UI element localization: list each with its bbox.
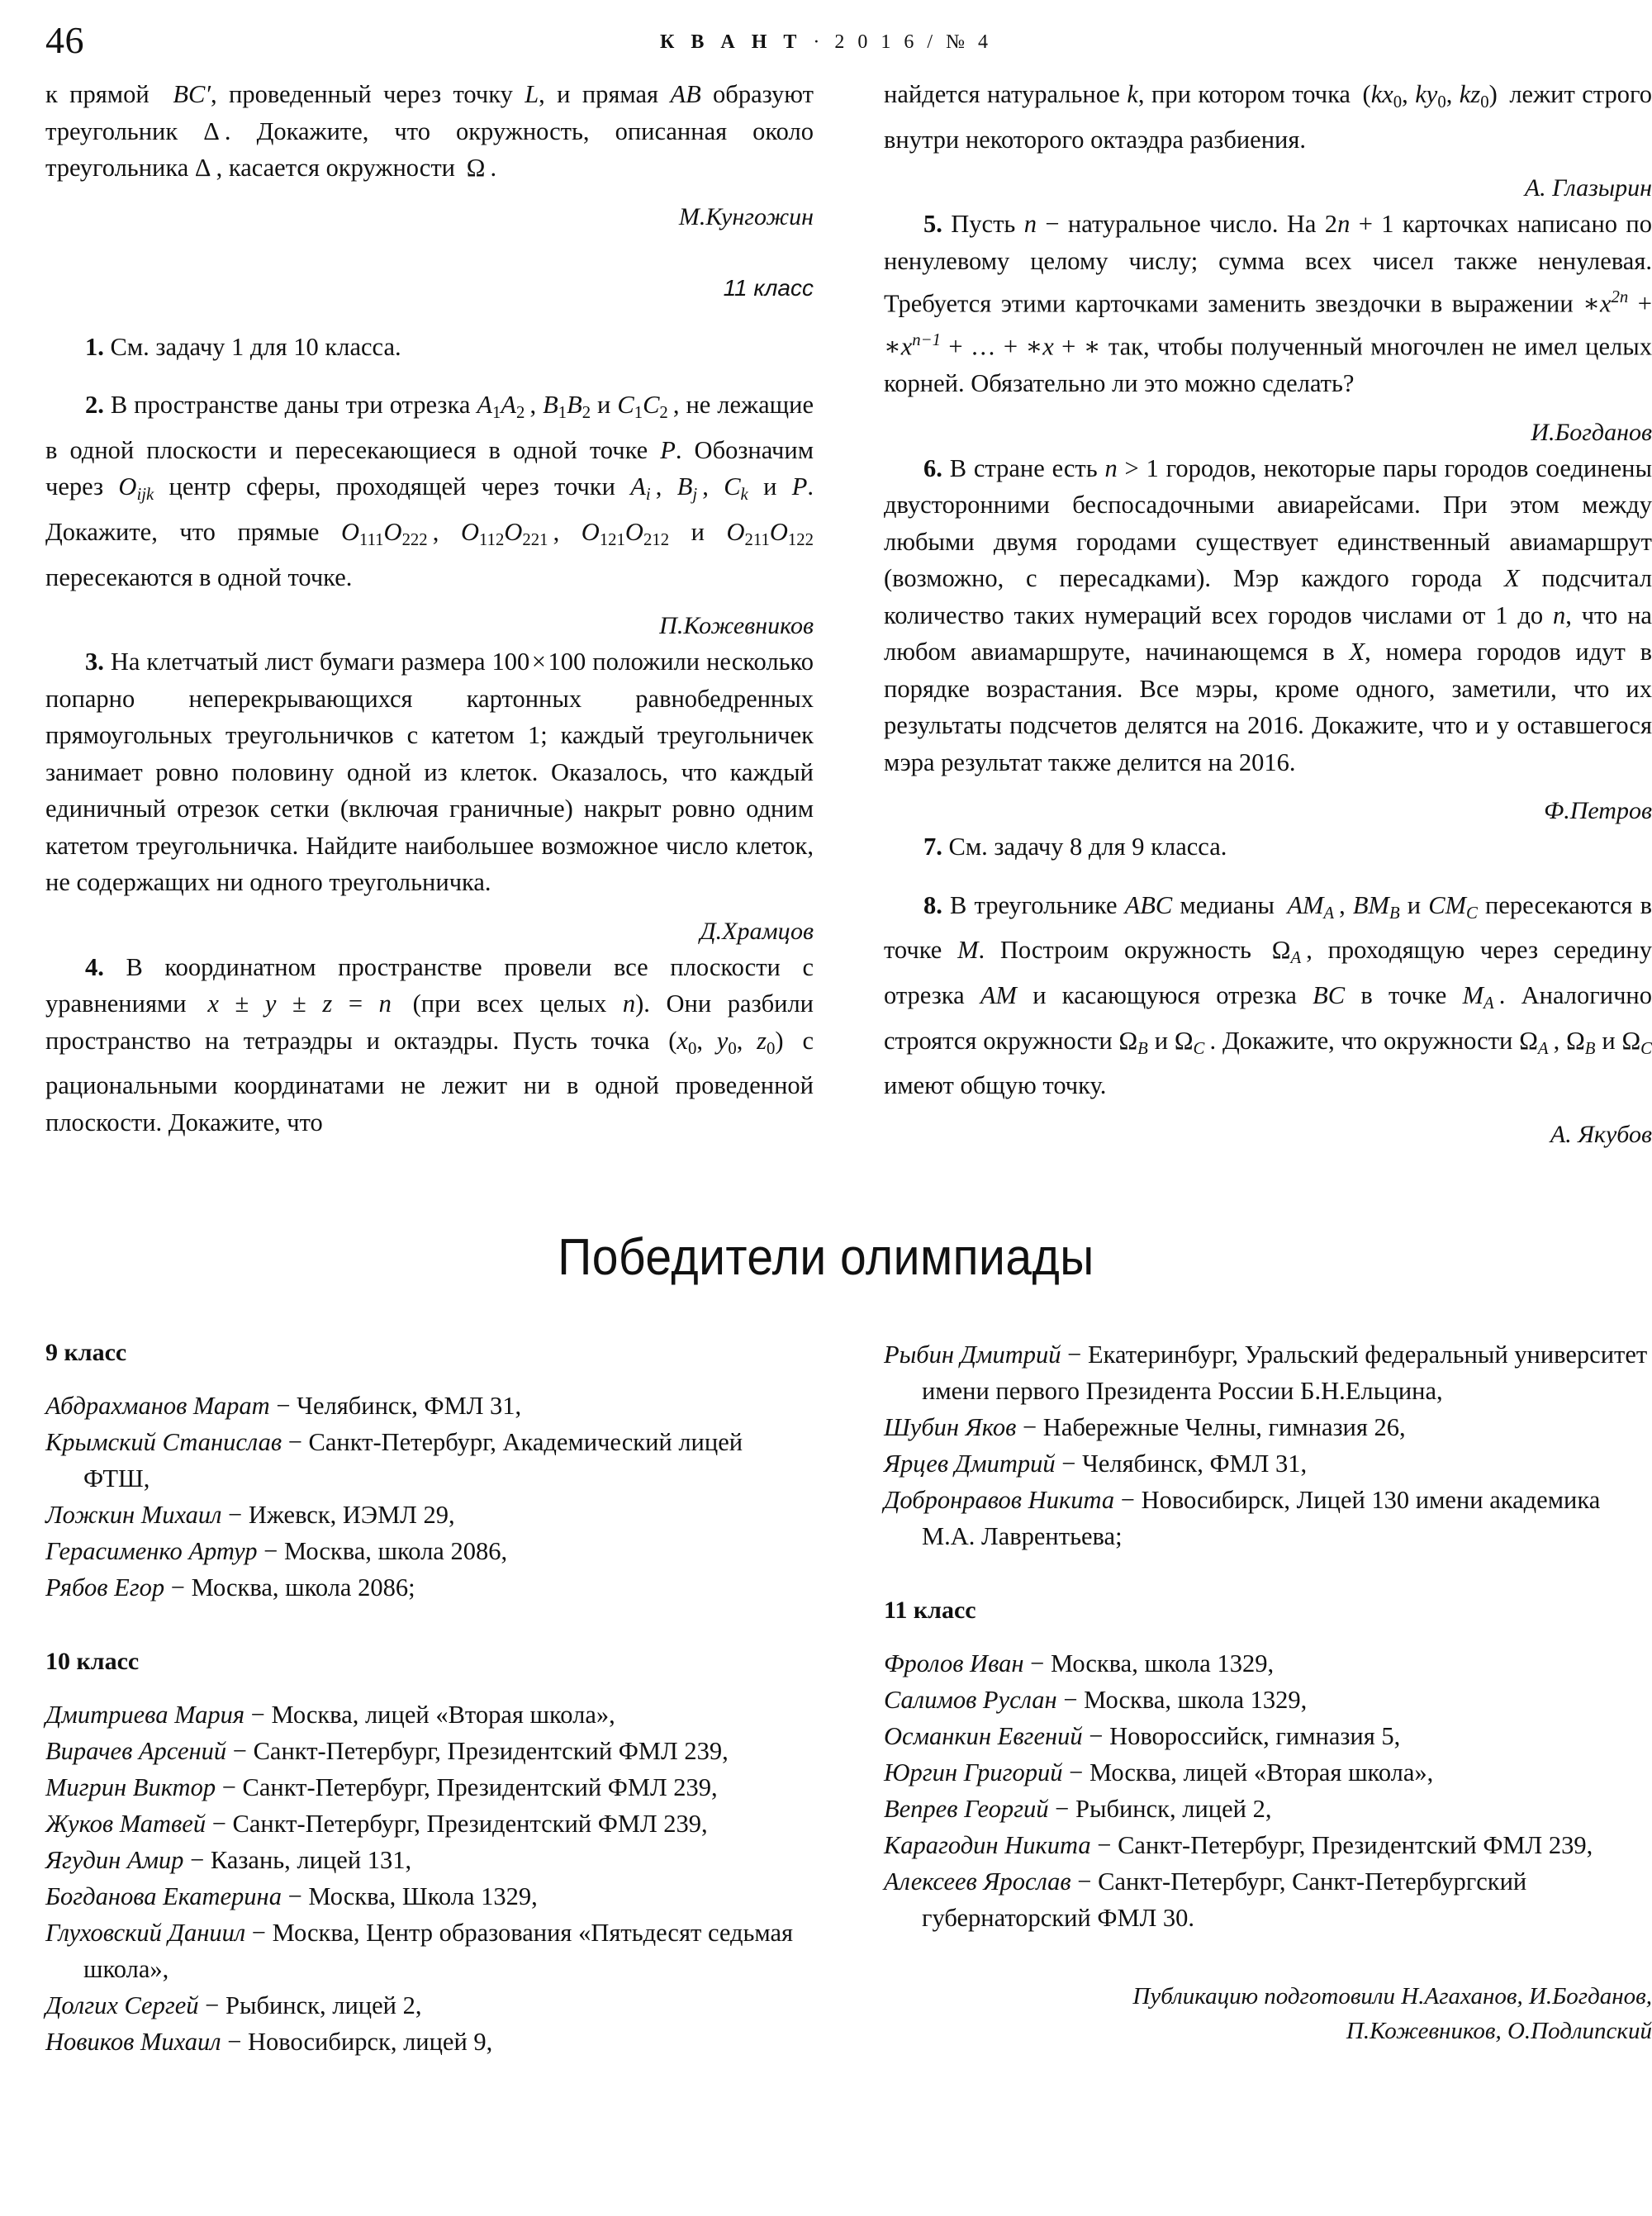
winners-group-heading: 11 класс (884, 1596, 976, 1624)
winner-name: Ложкин Михаил (45, 1500, 222, 1529)
winner-name: Салимов Руслан (884, 1685, 1057, 1714)
winner-dash: − (183, 1845, 211, 1874)
winner-dash: − (198, 1991, 225, 2019)
winner-name: Жуков Матвей (45, 1809, 206, 1838)
right-column (884, 76, 1652, 1152)
winner-name: Герасименко Артур (45, 1536, 258, 1565)
winner-name: Добронравов Никита (884, 1485, 1115, 1514)
winner-name: Алексеев Ярослав (884, 1867, 1071, 1896)
grade-heading-11: 11 класс (723, 274, 814, 301)
winner-dash: − (226, 1736, 254, 1765)
list-item (884, 1754, 1652, 1791)
winner-dash: − (1090, 1830, 1118, 1859)
list-item (45, 1388, 814, 1424)
winner-dash: − (221, 2027, 249, 2056)
problem-8: 8. В треугольнике ABC медианы $AM_A$ , $BM_B$ и $CM_C$ пересекаются в точке M. Построим окружность $\Omega_A$ , проходящую через середину отрезка AM и касающуюся отрезка BC в точке $M_A$ . Аналогично строятся окружности $\Omega_B$ и $\Omega_C$ . Докажите, что окружности $\Omega_A$ , $\Omega_B$ и $\Omega_C$ имеют общую точку. (884, 890, 1652, 1100)
list-item (884, 1718, 1652, 1754)
winner-dash: − (244, 1700, 272, 1729)
winner-place: Рыбинск, лицей 2, (1075, 1794, 1272, 1823)
problem-author: М.Кунгожин (678, 202, 814, 230)
winner-dash: − (216, 1772, 243, 1801)
list-item (884, 1682, 1652, 1718)
list-item (45, 1842, 814, 1878)
journal-name: К В А Н Т (660, 31, 803, 53)
winners-right-column (884, 1336, 1652, 2060)
winner-dash: − (1023, 1649, 1051, 1677)
winner-place: Рыбинск, лицей 2, (225, 1991, 422, 2019)
list-item (45, 1497, 814, 1533)
winner-place: Санкт-Петербург, Президентский ФМЛ 239, (1118, 1830, 1593, 1859)
list-item (45, 1806, 814, 1842)
problem-body: См. задачу 1 для 10 класса. (110, 332, 401, 361)
winners-left-column (45, 1336, 814, 2060)
winner-place: Москва, школа 2086, (283, 1536, 508, 1565)
list-item (45, 1733, 814, 1769)
winner-name: Ягудин Амир (45, 1845, 184, 1874)
continued-paragraph-right: найдется натуральное k, при котором точка ($kx_0$, $ky_0$, $kz_0$) лежит строго внутри некоторого октаэдра разбиения. (884, 80, 1652, 154)
winners-section-title: Победители олимпиады (558, 1228, 1094, 1286)
winner-name: Крымский Станислав (45, 1427, 282, 1456)
credits-block (884, 1979, 1652, 2048)
winner-name: Вепрев Георгий (884, 1794, 1049, 1823)
continued-paragraph: к прямой BC′, проведенный через точку L, и прямая AB образуют треугольник Δ . Докажите, что окружность, описанная около треугольника Δ , касается окружности Ω . (45, 80, 814, 182)
running-head (45, 0, 1607, 76)
winner-place: Челябинск, ФМЛ 31, (297, 1391, 522, 1420)
winners-group-heading: 9 класс (45, 1338, 127, 1366)
winner-place: Ижевск, ИЭМЛ 29, (248, 1500, 455, 1529)
problem-3: 3. На клетчатый лист бумаги размера 100 × 100 положили несколько попарно неперекрывающихся картонных равнобедренных прямоугольных треугольничков с катетом 1; каждый треугольничек занимает ровно половину одной из клеток. Оказалось, что каждый единичный отрезок сетки (включая граничные) накрыт ровно одним катетом треугольничка. Найдите наибольшее возможное число клеток, не содержащих ни одного треугольничка. (45, 648, 814, 897)
journal-issue: 2 0 1 6 / № 4 (834, 31, 992, 53)
list-item (45, 1696, 814, 1733)
winner-name: Фролов Иван (884, 1649, 1024, 1677)
winner-place: Челябинск, ФМЛ 31, (1082, 1449, 1308, 1478)
winner-place: Москва, школа 1329, (1050, 1649, 1275, 1677)
winner-place: Москва, школа 2086; (191, 1573, 415, 1601)
list-item (884, 1409, 1652, 1445)
list-item (45, 2024, 814, 2060)
list-item (884, 1863, 1652, 1936)
winner-name: Долгих Сергей (45, 1991, 199, 2019)
winner-dash: − (281, 1881, 309, 1910)
winner-place: Санкт-Петербург, Академический лицей ФТШ, (83, 1427, 743, 1492)
list-item (45, 1533, 814, 1569)
list-item (884, 1645, 1652, 1682)
problem-author: Ф.Петров (1544, 797, 1652, 825)
problem-author: А. Глазырин (1524, 174, 1652, 202)
problem-author: И.Богданов (1531, 418, 1652, 446)
winner-name: Вирачев Арсений (45, 1736, 227, 1765)
problem-6: 6. В стране есть n > 1 городов, некоторые пары городов соединены двусторонними беспосадочными авиарейсами. При этом между любыми двумя городами существует единственный авиамаршрут (возможно, с пересадками). Мэр каждого города X подсчитал количество таких нумераций всех городов числами от 1 до n, что на любом авиамаршруте, начинающемся в X, номера городов идут в порядке возрастания. Все мэры, кроме одного, заметили, что их результаты подсчетов делятся на 2016. Докажите, что и у оставшегося мэра результат также делится на 2016. (884, 453, 1652, 776)
winner-dash: − (282, 1427, 309, 1456)
page-number: 46 (45, 19, 84, 61)
winner-dash: − (1056, 1685, 1085, 1714)
winner-place: Набережные Челны, гимназия 26, (1042, 1412, 1406, 1441)
credits-line-2: П.Кожевников, О.Подлипский (1346, 2017, 1652, 2044)
winner-dash: − (206, 1809, 233, 1838)
list-item (884, 1482, 1652, 1554)
winner-dash: − (1048, 1794, 1075, 1823)
list-item (884, 1827, 1652, 1863)
winner-dash: − (257, 1536, 284, 1565)
winner-dash: − (164, 1573, 192, 1601)
winner-name: Абдрахманов Марат (45, 1391, 270, 1420)
winner-dash: − (1070, 1867, 1099, 1896)
credits-line-1: Публикацию подготовили Н.Агаханов, И.Богданов, (1132, 1982, 1652, 2010)
winners-list-11 (884, 1645, 1652, 1936)
winner-dash: − (1114, 1485, 1142, 1514)
winner-place: Новосибирск, лицей 9, (248, 2027, 493, 2056)
list-item (45, 1424, 814, 1497)
winner-name: Новиков Михаил (45, 2027, 221, 2056)
winner-dash: − (1055, 1449, 1083, 1478)
winner-place: Москва, школа 1329, (1084, 1685, 1308, 1714)
problem-author: Д.Храмцов (700, 917, 814, 945)
winner-dash: − (269, 1391, 297, 1420)
winner-dash: − (1062, 1758, 1089, 1787)
problem-4: 4. В координатном пространстве провели все плоскости с уравнениями x ± y ± z = n (при всех целых n). Они разбили пространство на тетраэдры и октаэдры. Пусть точка ($x_0$, $y_0$, $z_0$) с рациональными координатами не лежит ни в одной проведенной плоскости. Докажите, что (45, 952, 814, 1136)
problem-number: 1. (85, 332, 104, 361)
winner-dash: − (1061, 1340, 1088, 1369)
problem-number: 7. (923, 833, 942, 861)
winner-name: Рыбин Дмитрий (884, 1340, 1061, 1369)
problem-2: 2. В пространстве даны три отрезка $A_1A_2$ , $B_1B_2$ и $C_1C_2$ , не лежащие в одной плоскости и пересекающиеся в одной точке P. Обозначим через $O_{ijk}$ центр сферы, проходящей через точки $A_i$ , $B_j$ , $C_k$ и P. Докажите, что прямые $O_{111}O_{222}$ , $O_{112}O_{221}$ , $O_{121}O_{212}$ и $O_{211}O_{122}$ пересекаются в одной точке. (45, 391, 814, 591)
winner-place: Санкт-Петербург, Президентский ФМЛ 239, (253, 1736, 729, 1765)
problem-body: См. задачу 8 для 9 класса. (948, 833, 1227, 861)
list-item (884, 1791, 1652, 1827)
problem-5: 5. Пусть n − натуральное число. На 2n + 1 карточках написано по ненулевому целому числу; сумма всех чисел также ненулевая. Требуется этими карточками заменить звездочки в выражении $∗x^{2n}$ + $∗x^{n-1}$ + … + ∗x + ∗ так, чтобы полученный многочлен не имел целых корней. Обязательно ли это можно сделать? (884, 210, 1652, 398)
winner-name: Рябов Егор (45, 1573, 165, 1601)
winner-place: Казань, лицей 131, (210, 1845, 412, 1874)
winners-list-9-cont (884, 1336, 1652, 1554)
list-item (45, 1769, 814, 1806)
winner-place: Москва, лицей «Вторая школа», (1089, 1758, 1434, 1787)
problem-1 (45, 329, 814, 366)
winner-place: Екатеринбург, Уральский федеральный университет имени первого Президента России Б.Н.Ельцина, (922, 1340, 1648, 1405)
winners-columns (45, 1336, 1652, 2060)
winner-name: Богданова Екатерина (45, 1881, 282, 1910)
winner-place: Москва, лицей «Вторая школа», (271, 1700, 615, 1729)
problem-7 (884, 828, 1652, 866)
winners-group-heading: 10 класс (45, 1647, 140, 1675)
journal-title-line (45, 31, 1607, 54)
winner-place: Москва, Центр образования «Пятьдесят седьмая школа», (83, 1918, 794, 1983)
winner-place: Москва, Школа 1329, (308, 1881, 538, 1910)
winner-name: Карагодин Никита (884, 1830, 1091, 1859)
winner-dash: − (1082, 1721, 1110, 1750)
winner-name: Дмитриева Мария (45, 1700, 244, 1729)
winner-place: Новороссийск, гимназия 5, (1109, 1721, 1401, 1750)
winner-place: Санкт-Петербург, Президентский ФМЛ 239, (232, 1809, 708, 1838)
problem-author: А. Якубов (1550, 1120, 1652, 1148)
problems-columns (45, 76, 1652, 1152)
list-item (45, 1878, 814, 1915)
winner-name: Юргин Григорий (884, 1758, 1063, 1787)
winner-dash: − (221, 1500, 249, 1529)
winners-list-10 (45, 1696, 814, 2060)
list-item (884, 1445, 1652, 1482)
list-item (884, 1336, 1652, 1409)
problem-author: П.Кожевников (659, 612, 814, 640)
left-column (45, 76, 814, 1152)
list-item (45, 1569, 814, 1606)
winner-dash: − (1016, 1412, 1043, 1441)
winner-name: Глуховский Даниил (45, 1918, 246, 1947)
winner-place: Санкт-Петербург, Санкт-Петербургский губернаторский ФМЛ 30. (922, 1867, 1527, 1932)
winner-place: Санкт-Петербург, Президентский ФМЛ 239, (242, 1772, 718, 1801)
winners-list-9 (45, 1388, 814, 1606)
journal-separator: · (813, 31, 824, 53)
winner-dash: − (245, 1918, 273, 1947)
list-item (45, 1915, 814, 1987)
winner-name: Ярцев Дмитрий (884, 1449, 1056, 1478)
winner-place: Новосибирск, Лицей 130 имени академика М.А. Лаврентьева; (922, 1485, 1601, 1550)
winner-name: Османкин Евгений (884, 1721, 1083, 1750)
list-item (45, 1987, 814, 2024)
winner-name: Мигрин Виктор (45, 1772, 216, 1801)
winner-name: Шубин Яков (884, 1412, 1017, 1441)
